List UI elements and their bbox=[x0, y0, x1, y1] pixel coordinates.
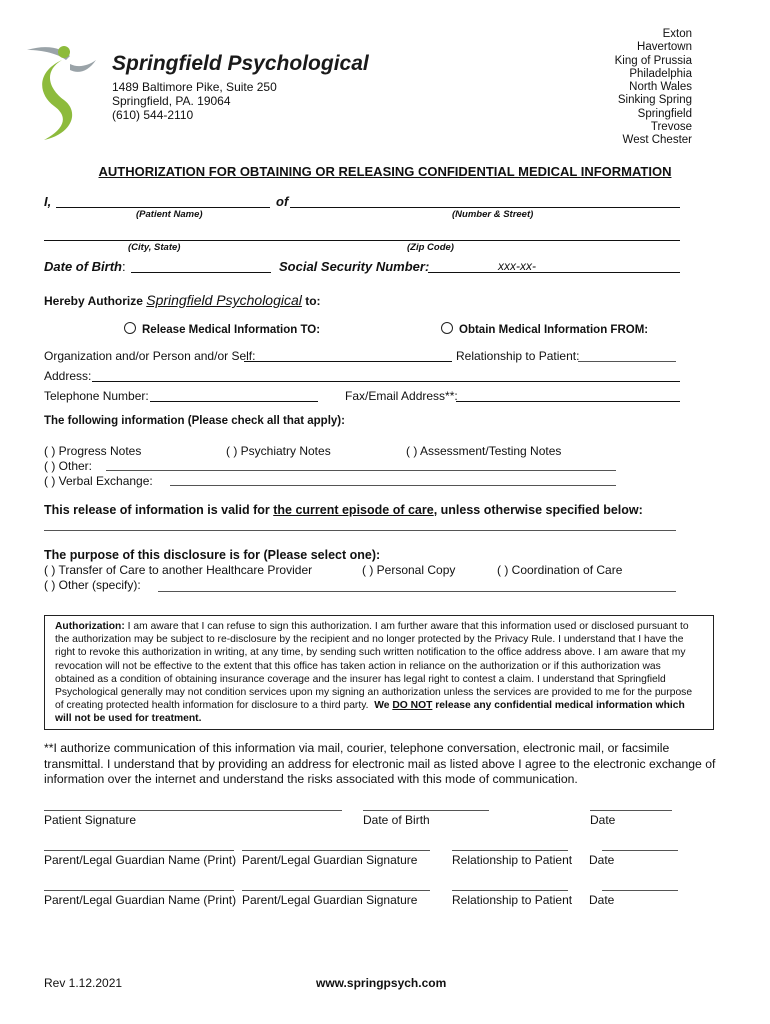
obtain-option[interactable] bbox=[441, 322, 648, 336]
ssn-value: xxx-xx- bbox=[498, 259, 536, 273]
assessment-notes-checkbox[interactable]: ( ) Assessment/Testing Notes bbox=[406, 444, 562, 458]
dob-row bbox=[44, 259, 126, 274]
guardian-relationship-label-1: Relationship to Patient bbox=[452, 853, 573, 867]
location-item: Havertown bbox=[637, 41, 692, 54]
telephone-label: Telephone Number: bbox=[44, 389, 149, 403]
guardian-relationship-field-1[interactable] bbox=[452, 850, 568, 851]
guardian-date-field-2[interactable] bbox=[602, 890, 678, 891]
patient-name-sublabel: (Patient Name) bbox=[136, 209, 203, 220]
authorize-suffix: to: bbox=[305, 294, 321, 308]
office-locations bbox=[615, 28, 692, 148]
verbal-exchange-checkbox[interactable]: ( ) Verbal Exchange: bbox=[44, 474, 153, 488]
of-label: of bbox=[276, 194, 289, 209]
location-item: Sinking Spring bbox=[617, 94, 692, 107]
website-link[interactable]: www.springpsych.com bbox=[316, 976, 447, 990]
org-name: Springfield Psychological bbox=[112, 52, 369, 75]
info-heading: The following information (Please check all that apply): bbox=[44, 415, 345, 427]
psychiatry-notes-checkbox[interactable]: ( ) Psychiatry Notes bbox=[226, 444, 331, 458]
location-item: Exton bbox=[662, 28, 692, 40]
other-purpose-checkbox[interactable]: ( ) Other (specify): bbox=[44, 578, 141, 592]
relationship-label: Relationship to Patient: bbox=[456, 349, 580, 363]
other-info-field[interactable] bbox=[106, 470, 616, 471]
obtain-radio[interactable] bbox=[441, 322, 453, 334]
guardian-signature-field-2[interactable] bbox=[242, 890, 430, 891]
org-person-label: Organization and/or Person and/or Self: bbox=[44, 349, 256, 363]
other-info-checkbox[interactable]: ( ) Other: bbox=[44, 459, 93, 473]
patient-signature-field[interactable] bbox=[44, 810, 342, 811]
transfer-care-checkbox[interactable]: ( ) Transfer of Care to another Healthcare Provider bbox=[44, 563, 313, 577]
authorize-row bbox=[44, 292, 321, 308]
obtain-label: Obtain Medical Information FROM: bbox=[459, 324, 649, 336]
dob-field[interactable] bbox=[131, 272, 271, 273]
progress-notes-checkbox[interactable]: ( ) Progress Notes bbox=[44, 444, 142, 458]
org-address bbox=[112, 80, 277, 122]
guardian-relationship-field-2[interactable] bbox=[452, 890, 568, 891]
patient-dob-field[interactable] bbox=[363, 810, 489, 811]
street-field[interactable] bbox=[290, 207, 680, 208]
street-sublabel: (Number & Street) bbox=[452, 209, 534, 220]
guardian-signature-field-1[interactable] bbox=[242, 850, 430, 851]
address-line-1: 1489 Baltimore Pike, Suite 250 bbox=[112, 80, 277, 94]
release-label: Release Medical Information TO: bbox=[142, 324, 321, 336]
guardian-name-label-2: Parent/Legal Guardian Name (Print) bbox=[44, 893, 237, 907]
authorize-prefix: Hereby Authorize bbox=[44, 294, 143, 308]
guardian-date-field-1[interactable] bbox=[602, 850, 678, 851]
city-sublabel: (City, State) bbox=[128, 242, 181, 253]
patient-name-field[interactable] bbox=[56, 207, 270, 208]
validity-suffix: , unless otherwise specified below: bbox=[433, 503, 643, 517]
location-item: Trevose bbox=[650, 121, 692, 134]
fax-email-label: Fax/Email Address**: bbox=[345, 389, 458, 403]
authorization-body: I am aware that I can refuse to sign this authorization. I am further aware that this information used or disclosed pursuant to the authorization may be subject to re-disclosure by the recipient and no longer protected by the Privacy Rule. I understand that I have the right to revoke this authorization in writing, at any time, by sending such written notification to the office address above. I am aware that my revocation will not be effective to the extent that this office has taken action in reliance on the authorization or if this authorization was obtained as a condition of obtaining insurance coverage and the insurer has legal right to contest a claim. I understand that Springfield Psychological generally may not condition services upon my signing an authorization unless the services are provided to me for the purpose of creating protected health information for disclosure to a third party. bbox=[55, 621, 693, 712]
authorization-we: We bbox=[374, 700, 390, 712]
address-label: Address: bbox=[44, 369, 92, 383]
patient-signature-label: Patient Signature bbox=[44, 813, 137, 827]
guardian-signature-label-1: Parent/Legal Guardian Signature bbox=[242, 853, 418, 867]
dob-label: Date of Birth bbox=[44, 259, 122, 274]
validity-emphasis: the current episode of care bbox=[273, 503, 434, 517]
authorize-org: Springfield Psychological bbox=[146, 292, 302, 308]
org-person-field[interactable] bbox=[244, 361, 452, 362]
address-field[interactable] bbox=[92, 381, 680, 382]
authorization-closing: release any confidential medical information which will not be used for treatment. bbox=[55, 700, 685, 725]
validity-prefix: This release of information is valid for bbox=[44, 503, 274, 517]
patient-date-label: Date bbox=[590, 813, 616, 827]
location-item: King of Prussia bbox=[614, 54, 692, 67]
guardian-name-field-2[interactable] bbox=[44, 890, 234, 891]
patient-date-field[interactable] bbox=[590, 810, 672, 811]
validity-statement bbox=[44, 503, 643, 517]
authorization-box bbox=[44, 615, 714, 730]
purpose-heading: The purpose of this disclosure is for (Please select one): bbox=[44, 548, 381, 562]
coordination-care-checkbox[interactable]: ( ) Coordination of Care bbox=[497, 563, 623, 577]
patient-dob-label: Date of Birth bbox=[363, 813, 430, 827]
i-label: I, bbox=[44, 194, 52, 209]
release-option[interactable] bbox=[124, 322, 320, 336]
authorization-label: Authorization: bbox=[55, 621, 125, 632]
dob-colon: : bbox=[122, 259, 126, 274]
other-purpose-field[interactable] bbox=[158, 591, 676, 592]
guardian-date-label-2: Date bbox=[589, 893, 615, 907]
city-zip-field[interactable] bbox=[44, 240, 680, 241]
location-item: North Wales bbox=[629, 81, 692, 94]
validity-field[interactable] bbox=[44, 530, 676, 531]
verbal-exchange-field[interactable] bbox=[170, 485, 616, 486]
personal-copy-checkbox[interactable]: ( ) Personal Copy bbox=[362, 563, 456, 577]
form-title: AUTHORIZATION FOR OBTAINING OR RELEASING CONFIDENTIAL MEDICAL INFORMATION bbox=[98, 164, 672, 179]
guardian-name-field-1[interactable] bbox=[44, 850, 234, 851]
address-line-2: Springfield, PA. 19064 bbox=[112, 94, 231, 108]
zip-sublabel: (Zip Code) bbox=[407, 242, 454, 253]
relationship-field[interactable] bbox=[578, 361, 676, 362]
ssn-field[interactable] bbox=[428, 272, 680, 273]
communication-consent: **I authorize communication of this information via mail, courier, telephone conversation, electronic mail, or facsimile transmittal. I understand that by providing an address for electronic mail as listed above I agree to the electronic exchange of information over the internet and understand the risks associated with this mode of communication. bbox=[44, 741, 716, 786]
guardian-name-label-1: Parent/Legal Guardian Name (Print) bbox=[44, 853, 237, 867]
telephone-field[interactable] bbox=[150, 401, 318, 402]
logo-icon bbox=[22, 42, 102, 142]
org-phone: (610) 544-2110 bbox=[112, 108, 194, 122]
location-item: Philadelphia bbox=[629, 67, 692, 80]
guardian-relationship-label-2: Relationship to Patient bbox=[452, 893, 573, 907]
location-item: Springfield bbox=[637, 107, 692, 120]
ssn-label: Social Security Number: bbox=[279, 259, 430, 274]
revision-label: Rev 1.12.2021 bbox=[44, 976, 123, 990]
location-item: West Chester bbox=[622, 134, 692, 147]
authorization-do-not: DO NOT bbox=[392, 700, 433, 712]
guardian-signature-label-2: Parent/Legal Guardian Signature bbox=[242, 893, 418, 907]
release-radio[interactable] bbox=[124, 322, 136, 334]
fax-email-field[interactable] bbox=[456, 401, 680, 402]
guardian-date-label-1: Date bbox=[589, 853, 615, 867]
